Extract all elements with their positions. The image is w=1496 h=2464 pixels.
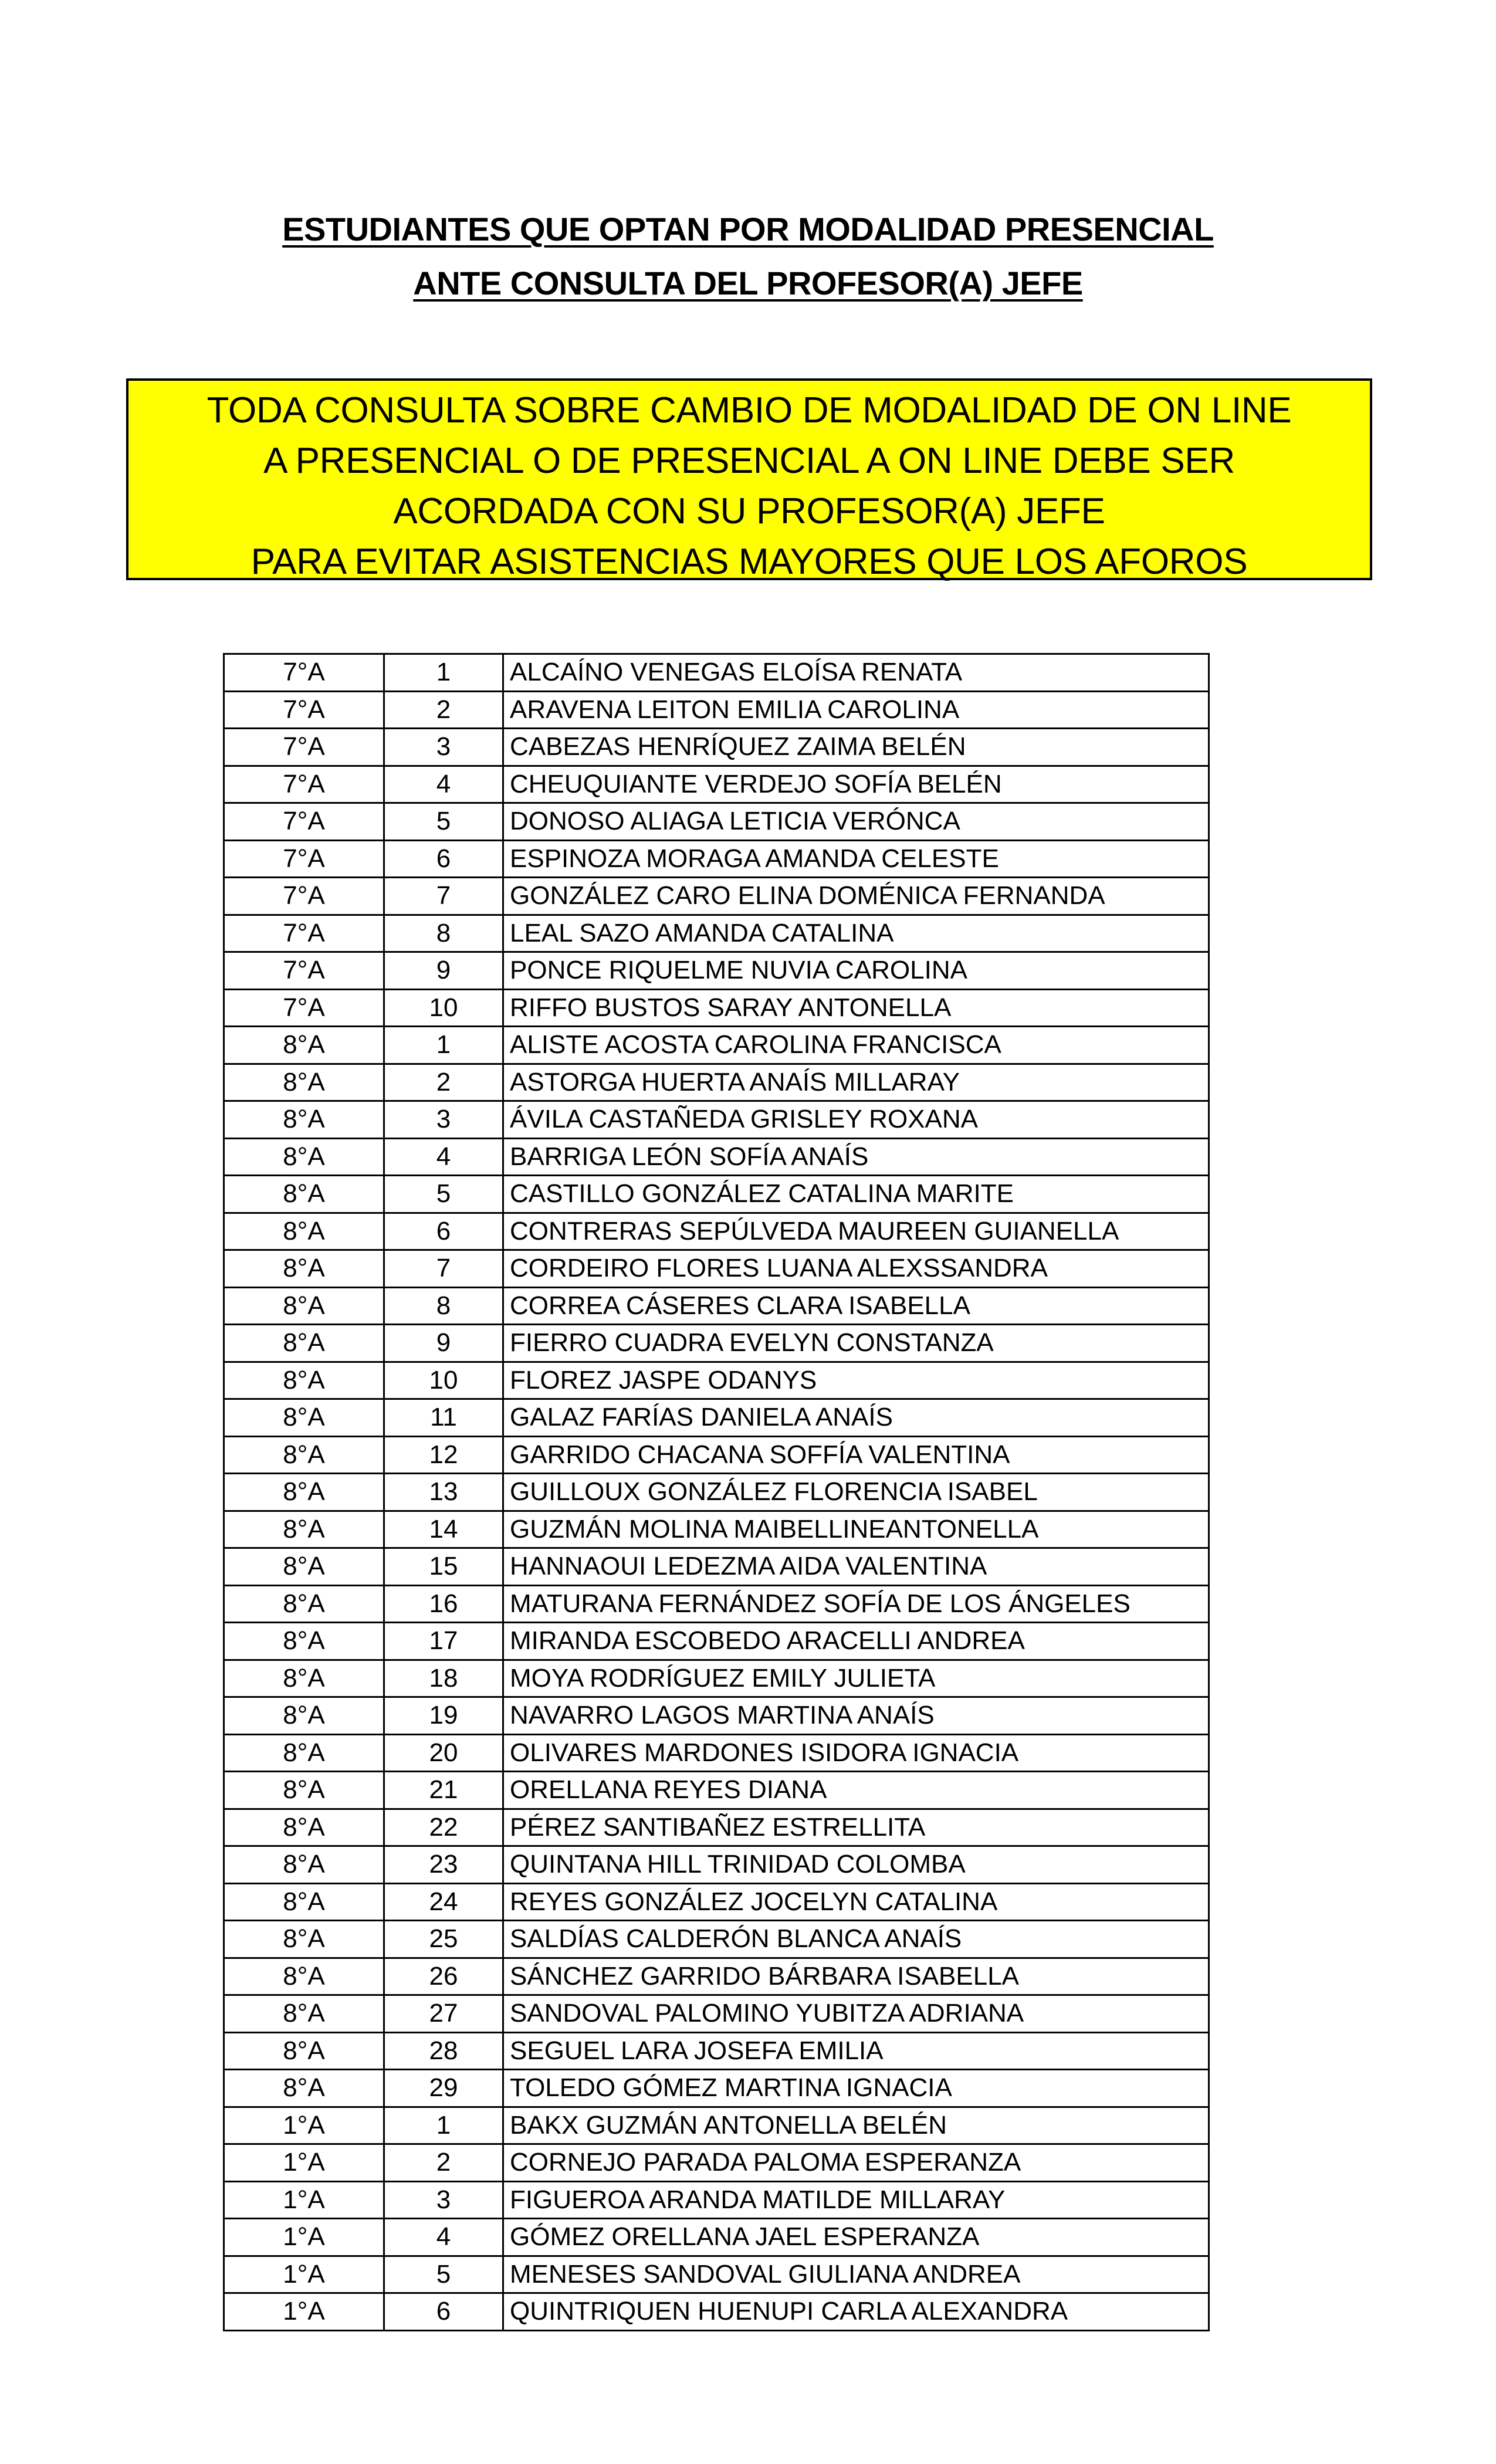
number-cell: 5 bbox=[384, 1176, 503, 1213]
number-cell: 3 bbox=[384, 1101, 503, 1139]
course-cell: 8°A bbox=[224, 1474, 384, 1511]
student-name-cell: SEGUEL LARA JOSEFA EMILIA bbox=[503, 2032, 1209, 2070]
student-name-cell: ESPINOZA MORAGA AMANDA CELESTE bbox=[503, 840, 1209, 878]
student-name-cell: ALCAÍNO VENEGAS ELOÍSA RENATA bbox=[503, 654, 1209, 692]
course-cell: 8°A bbox=[224, 1138, 384, 1176]
course-cell: 1°A bbox=[224, 2219, 384, 2256]
table-row bbox=[224, 1809, 1209, 1846]
course-cell: 8°A bbox=[224, 2070, 384, 2107]
course-cell: 8°A bbox=[224, 1883, 384, 1921]
number-cell: 5 bbox=[384, 803, 503, 841]
student-name-cell: BAKX GUZMÁN ANTONELLA BELÉN bbox=[503, 2107, 1209, 2144]
course-cell: 8°A bbox=[224, 1287, 384, 1325]
number-cell: 9 bbox=[384, 952, 503, 990]
student-name-cell: PÉREZ SANTIBAÑEZ ESTRELLITA bbox=[503, 1809, 1209, 1846]
course-cell: 8°A bbox=[224, 1921, 384, 1958]
student-name-cell: GONZÁLEZ CARO ELINA DOMÉNICA FERNANDA bbox=[503, 878, 1209, 915]
student-name-cell: DONOSO ALIAGA LETICIA VERÓNCA bbox=[503, 803, 1209, 841]
table-row bbox=[224, 729, 1209, 766]
number-cell: 6 bbox=[384, 2293, 503, 2331]
number-cell: 8 bbox=[384, 915, 503, 952]
table-row bbox=[224, 2107, 1209, 2144]
number-cell: 15 bbox=[384, 1548, 503, 1586]
number-cell: 4 bbox=[384, 1138, 503, 1176]
student-name-cell: CABEZAS HENRÍQUEZ ZAIMA BELÉN bbox=[503, 729, 1209, 766]
table-row bbox=[224, 1399, 1209, 1437]
student-table-body bbox=[224, 654, 1209, 2331]
table-row bbox=[224, 1436, 1209, 1474]
number-cell: 27 bbox=[384, 1995, 503, 2033]
table-row bbox=[224, 2256, 1209, 2293]
table-row bbox=[224, 1958, 1209, 1995]
student-name-cell: FIGUEROA ARANDA MATILDE MILLARAY bbox=[503, 2181, 1209, 2219]
table-row bbox=[224, 766, 1209, 803]
student-name-cell: ALISTE ACOSTA CAROLINA FRANCISCA bbox=[503, 1027, 1209, 1064]
student-name-cell: ÁVILA CASTAÑEDA GRISLEY ROXANA bbox=[503, 1101, 1209, 1139]
number-cell: 9 bbox=[384, 1325, 503, 1362]
course-cell: 8°A bbox=[224, 1809, 384, 1846]
number-cell: 6 bbox=[384, 1213, 503, 1250]
number-cell: 11 bbox=[384, 1399, 503, 1437]
student-name-cell: SÁNCHEZ GARRIDO BÁRBARA ISABELLA bbox=[503, 1958, 1209, 1995]
student-name-cell: CHEUQUIANTE VERDEJO SOFÍA BELÉN bbox=[503, 766, 1209, 803]
course-cell: 1°A bbox=[224, 2144, 384, 2182]
table-row bbox=[224, 2032, 1209, 2070]
notice-box bbox=[126, 378, 1372, 580]
table-row bbox=[224, 840, 1209, 878]
student-name-cell: MIRANDA ESCOBEDO ARACELLI ANDREA bbox=[503, 1623, 1209, 1660]
course-cell: 7°A bbox=[224, 878, 384, 915]
table-row bbox=[224, 1176, 1209, 1213]
number-cell: 2 bbox=[384, 691, 503, 729]
number-cell: 8 bbox=[384, 1287, 503, 1325]
number-cell: 7 bbox=[384, 878, 503, 915]
table-row bbox=[224, 1846, 1209, 1884]
course-cell: 8°A bbox=[224, 1250, 384, 1288]
table-row bbox=[224, 2293, 1209, 2331]
course-cell: 7°A bbox=[224, 915, 384, 952]
student-name-cell: ASTORGA HUERTA ANAÍS MILLARAY bbox=[503, 1064, 1209, 1101]
table-row bbox=[224, 1064, 1209, 1101]
student-name-cell: NAVARRO LAGOS MARTINA ANAÍS bbox=[503, 1697, 1209, 1735]
student-name-cell: MATURANA FERNÁNDEZ SOFÍA DE LOS ÁNGELES bbox=[503, 1585, 1209, 1623]
student-name-cell: HANNAOUI LEDEZMA AIDA VALENTINA bbox=[503, 1548, 1209, 1586]
number-cell: 3 bbox=[384, 729, 503, 766]
table-row bbox=[224, 654, 1209, 692]
number-cell: 19 bbox=[384, 1697, 503, 1735]
table-row bbox=[224, 1027, 1209, 1064]
student-name-cell: SANDOVAL PALOMINO YUBITZA ADRIANA bbox=[503, 1995, 1209, 2033]
table-row bbox=[224, 1921, 1209, 1958]
student-name-cell: CONTRERAS SEPÚLVEDA MAUREEN GUIANELLA bbox=[503, 1213, 1209, 1250]
course-cell: 8°A bbox=[224, 1623, 384, 1660]
course-cell: 8°A bbox=[224, 1697, 384, 1735]
page-title-line-1: ESTUDIANTES QUE OPTAN POR MODALIDAD PRESENCIAL bbox=[282, 211, 1214, 248]
student-name-cell: SALDÍAS CALDERÓN BLANCA ANAÍS bbox=[503, 1921, 1209, 1958]
table-row bbox=[224, 2181, 1209, 2219]
student-name-cell: GALAZ FARÍAS DANIELA ANAÍS bbox=[503, 1399, 1209, 1437]
table-row bbox=[224, 2144, 1209, 2182]
table-row bbox=[224, 2070, 1209, 2107]
course-cell: 7°A bbox=[224, 766, 384, 803]
number-cell: 2 bbox=[384, 2144, 503, 2182]
student-name-cell: CORREA CÁSERES CLARA ISABELLA bbox=[503, 1287, 1209, 1325]
table-row bbox=[224, 1362, 1209, 1399]
student-name-cell: ORELLANA REYES DIANA bbox=[503, 1772, 1209, 1809]
student-name-cell: TOLEDO GÓMEZ MARTINA IGNACIA bbox=[503, 2070, 1209, 2107]
student-name-cell: PONCE RIQUELME NUVIA CAROLINA bbox=[503, 952, 1209, 990]
table-row bbox=[224, 1250, 1209, 1288]
table-row bbox=[224, 878, 1209, 915]
table-row bbox=[224, 1325, 1209, 1362]
student-name-cell: CORDEIRO FLORES LUANA ALEXSSANDRA bbox=[503, 1250, 1209, 1288]
page-title bbox=[0, 202, 1496, 310]
course-cell: 8°A bbox=[224, 1101, 384, 1139]
number-cell: 4 bbox=[384, 2219, 503, 2256]
number-cell: 6 bbox=[384, 840, 503, 878]
course-cell: 7°A bbox=[224, 989, 384, 1027]
table-row bbox=[224, 803, 1209, 841]
student-name-cell: GUILLOUX GONZÁLEZ FLORENCIA ISABEL bbox=[503, 1474, 1209, 1511]
table-row bbox=[224, 1660, 1209, 1697]
number-cell: 18 bbox=[384, 1660, 503, 1697]
number-cell: 13 bbox=[384, 1474, 503, 1511]
table-row bbox=[224, 1995, 1209, 2033]
number-cell: 7 bbox=[384, 1250, 503, 1288]
student-name-cell: OLIVARES MARDONES ISIDORA IGNACIA bbox=[503, 1734, 1209, 1772]
course-cell: 8°A bbox=[224, 1325, 384, 1362]
number-cell: 21 bbox=[384, 1772, 503, 1809]
course-cell: 1°A bbox=[224, 2107, 384, 2144]
number-cell: 22 bbox=[384, 1809, 503, 1846]
number-cell: 28 bbox=[384, 2032, 503, 2070]
number-cell: 20 bbox=[384, 1734, 503, 1772]
course-cell: 8°A bbox=[224, 1027, 384, 1064]
student-name-cell: CORNEJO PARADA PALOMA ESPERANZA bbox=[503, 2144, 1209, 2182]
course-cell: 8°A bbox=[224, 1362, 384, 1399]
course-cell: 8°A bbox=[224, 1399, 384, 1437]
number-cell: 14 bbox=[384, 1511, 503, 1548]
number-cell: 10 bbox=[384, 1362, 503, 1399]
course-cell: 1°A bbox=[224, 2256, 384, 2293]
table-row bbox=[224, 1548, 1209, 1586]
table-row bbox=[224, 1101, 1209, 1139]
table-row bbox=[224, 2219, 1209, 2256]
course-cell: 8°A bbox=[224, 1176, 384, 1213]
table-row bbox=[224, 1697, 1209, 1735]
course-cell: 7°A bbox=[224, 729, 384, 766]
course-cell: 1°A bbox=[224, 2293, 384, 2331]
course-cell: 7°A bbox=[224, 840, 384, 878]
course-cell: 8°A bbox=[224, 1995, 384, 2033]
table-row bbox=[224, 1138, 1209, 1176]
number-cell: 1 bbox=[384, 2107, 503, 2144]
student-name-cell: FLOREZ JASPE ODANYS bbox=[503, 1362, 1209, 1399]
student-name-cell: GÓMEZ ORELLANA JAEL ESPERANZA bbox=[503, 2219, 1209, 2256]
table-row bbox=[224, 1511, 1209, 1548]
notice-line-4: PARA EVITAR ASISTENCIAS MAYORES QUE LOS AFOROS bbox=[251, 541, 1248, 582]
student-table bbox=[223, 653, 1210, 2331]
student-name-cell: RIFFO BUSTOS SARAY ANTONELLA bbox=[503, 989, 1209, 1027]
course-cell: 8°A bbox=[224, 1585, 384, 1623]
number-cell: 10 bbox=[384, 989, 503, 1027]
number-cell: 29 bbox=[384, 2070, 503, 2107]
number-cell: 2 bbox=[384, 1064, 503, 1101]
number-cell: 24 bbox=[384, 1883, 503, 1921]
table-row bbox=[224, 1734, 1209, 1772]
course-cell: 8°A bbox=[224, 1846, 384, 1884]
course-cell: 7°A bbox=[224, 952, 384, 990]
notice-line-3: ACORDADA CON SU PROFESOR(A) JEFE bbox=[393, 491, 1105, 532]
number-cell: 4 bbox=[384, 766, 503, 803]
number-cell: 1 bbox=[384, 654, 503, 692]
table-row bbox=[224, 1287, 1209, 1325]
table-row bbox=[224, 952, 1209, 990]
course-cell: 8°A bbox=[224, 1511, 384, 1548]
table-row bbox=[224, 1772, 1209, 1809]
course-cell: 8°A bbox=[224, 1436, 384, 1474]
student-name-cell: MOYA RODRÍGUEZ EMILY JULIETA bbox=[503, 1660, 1209, 1697]
course-cell: 7°A bbox=[224, 691, 384, 729]
student-name-cell: REYES GONZÁLEZ JOCELYN CATALINA bbox=[503, 1883, 1209, 1921]
student-name-cell: QUINTRIQUEN HUENUPI CARLA ALEXANDRA bbox=[503, 2293, 1209, 2331]
number-cell: 5 bbox=[384, 2256, 503, 2293]
number-cell: 17 bbox=[384, 1623, 503, 1660]
course-cell: 8°A bbox=[224, 1064, 384, 1101]
course-cell: 8°A bbox=[224, 1958, 384, 1995]
student-name-cell: FIERRO CUADRA EVELYN CONSTANZA bbox=[503, 1325, 1209, 1362]
course-cell: 8°A bbox=[224, 1734, 384, 1772]
notice-line-2: A PRESENCIAL O DE PRESENCIAL A ON LINE DEBE SER bbox=[263, 441, 1235, 481]
page-title-line-2: ANTE CONSULTA DEL PROFESOR(A) JEFE bbox=[413, 265, 1083, 302]
number-cell: 3 bbox=[384, 2181, 503, 2219]
number-cell: 1 bbox=[384, 1027, 503, 1064]
student-name-cell: QUINTANA HILL TRINIDAD COLOMBA bbox=[503, 1846, 1209, 1884]
student-name-cell: BARRIGA LEÓN SOFÍA ANAÍS bbox=[503, 1138, 1209, 1176]
number-cell: 25 bbox=[384, 1921, 503, 1958]
number-cell: 26 bbox=[384, 1958, 503, 1995]
table-row bbox=[224, 1213, 1209, 1250]
table-row bbox=[224, 1474, 1209, 1511]
number-cell: 16 bbox=[384, 1585, 503, 1623]
course-cell: 8°A bbox=[224, 2032, 384, 2070]
student-name-cell: GARRIDO CHACANA SOFFÍA VALENTINA bbox=[503, 1436, 1209, 1474]
student-name-cell: ARAVENA LEITON EMILIA CAROLINA bbox=[503, 691, 1209, 729]
student-name-cell: CASTILLO GONZÁLEZ CATALINA MARITE bbox=[503, 1176, 1209, 1213]
number-cell: 23 bbox=[384, 1846, 503, 1884]
table-row bbox=[224, 989, 1209, 1027]
student-name-cell: MENESES SANDOVAL GIULIANA ANDREA bbox=[503, 2256, 1209, 2293]
student-name-cell: GUZMÁN MOLINA MAIBELLINEANTONELLA bbox=[503, 1511, 1209, 1548]
course-cell: 1°A bbox=[224, 2181, 384, 2219]
course-cell: 8°A bbox=[224, 1213, 384, 1250]
course-cell: 7°A bbox=[224, 803, 384, 841]
table-row bbox=[224, 1585, 1209, 1623]
table-row bbox=[224, 915, 1209, 952]
course-cell: 8°A bbox=[224, 1660, 384, 1697]
student-name-cell: LEAL SAZO AMANDA CATALINA bbox=[503, 915, 1209, 952]
course-cell: 8°A bbox=[224, 1548, 384, 1586]
number-cell: 12 bbox=[384, 1436, 503, 1474]
course-cell: 8°A bbox=[224, 1772, 384, 1809]
notice-line-1: TODA CONSULTA SOBRE CAMBIO DE MODALIDAD DE ON LINE bbox=[207, 390, 1292, 431]
table-row bbox=[224, 691, 1209, 729]
table-row bbox=[224, 1883, 1209, 1921]
table-row bbox=[224, 1623, 1209, 1660]
course-cell: 7°A bbox=[224, 654, 384, 692]
